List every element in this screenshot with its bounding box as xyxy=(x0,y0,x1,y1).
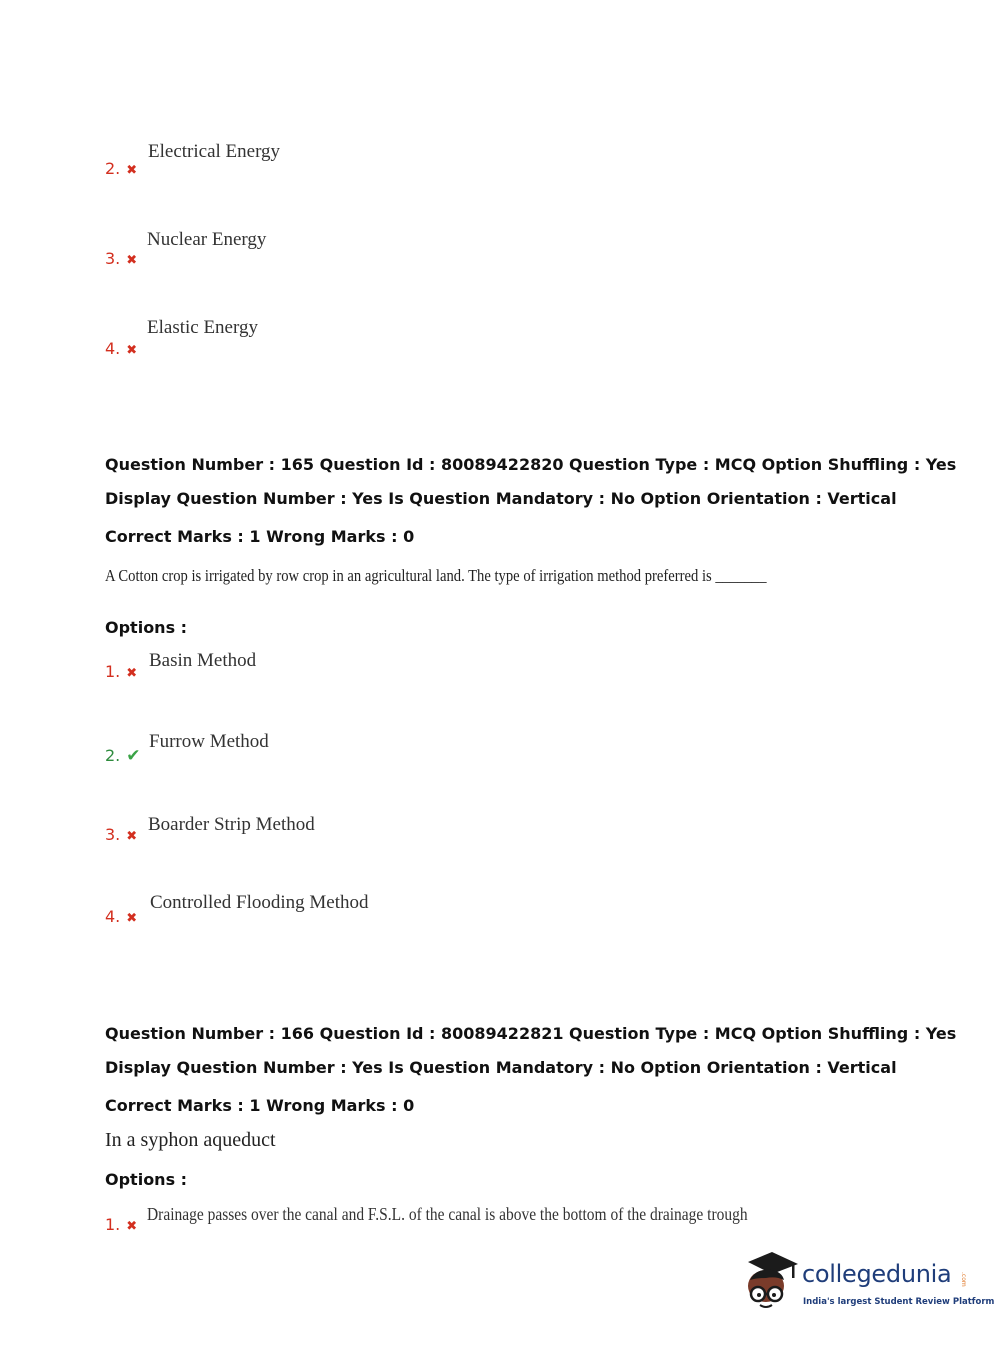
cross-mark-icon: ✖ xyxy=(126,1219,138,1234)
cross-mark-icon: ✖ xyxy=(126,666,138,681)
marks-line: Correct Marks : 1 Wrong Marks : 0 xyxy=(105,1096,415,1115)
option-text: Nuclear Energy xyxy=(147,229,267,250)
option-number: 4. ✖ xyxy=(105,907,138,926)
option-text: Electrical Energy xyxy=(148,141,281,162)
cross-mark-icon: ✖ xyxy=(126,829,138,844)
student-mascot-icon xyxy=(742,1250,800,1316)
option-number: 3. ✖ xyxy=(105,249,138,268)
options-label: Options : xyxy=(105,1170,188,1189)
option-number: 1. ✖ xyxy=(105,1215,138,1234)
options-label: Options : xyxy=(105,618,188,637)
collegedunia-logo xyxy=(742,1250,995,1320)
check-mark-icon: ✔ xyxy=(126,746,141,766)
question-meta-line: Display Question Number : Yes Is Question Mandatory : No Option Orientation : Vertical xyxy=(105,489,897,508)
option-text: Basin Method xyxy=(149,650,257,671)
marks-line: Correct Marks : 1 Wrong Marks : 0 xyxy=(105,527,415,546)
cross-mark-icon: ✖ xyxy=(126,253,138,268)
question-text: In a syphon aqueduct xyxy=(105,1129,276,1151)
option-text: Elastic Energy xyxy=(147,317,258,338)
logo-tagline: India's largest Student Review Platform xyxy=(803,1297,995,1307)
logo-wordmark: collegedunia xyxy=(802,1260,952,1288)
option-text: Controlled Flooding Method xyxy=(150,892,369,913)
question-meta-line: Question Number : 165 Question Id : 80089422820 Question Type : MCQ Option Shuffling : Yes xyxy=(105,455,957,474)
question-meta-line: Question Number : 166 Question Id : 80089422821 Question Type : MCQ Option Shuffling : Yes xyxy=(105,1024,957,1043)
option-number: 1. ✖ xyxy=(105,662,138,681)
option-number: 3. ✖ xyxy=(105,825,138,844)
option-text: Boarder Strip Method xyxy=(148,814,315,835)
option-number: 4. ✖ xyxy=(105,339,138,358)
cross-mark-icon: ✖ xyxy=(126,343,138,358)
cross-mark-icon: ✖ xyxy=(126,911,138,926)
logo-com: .com xyxy=(960,1272,967,1287)
option-text: Furrow Method xyxy=(149,731,269,752)
question-text: A Cotton crop is irrigated by row crop in an agricultural land. The type of irrigation method preferred is _______ xyxy=(105,566,767,585)
option-number-correct: 2. ✔ xyxy=(105,746,141,766)
question-meta-line: Display Question Number : Yes Is Question Mandatory : No Option Orientation : Vertical xyxy=(105,1058,897,1077)
option-number: 2. ✖ xyxy=(105,159,138,178)
cross-mark-icon: ✖ xyxy=(126,163,138,178)
option-text: Drainage passes over the canal and F.S.L. of the canal is above the bottom of the drainage trough xyxy=(147,1204,748,1224)
